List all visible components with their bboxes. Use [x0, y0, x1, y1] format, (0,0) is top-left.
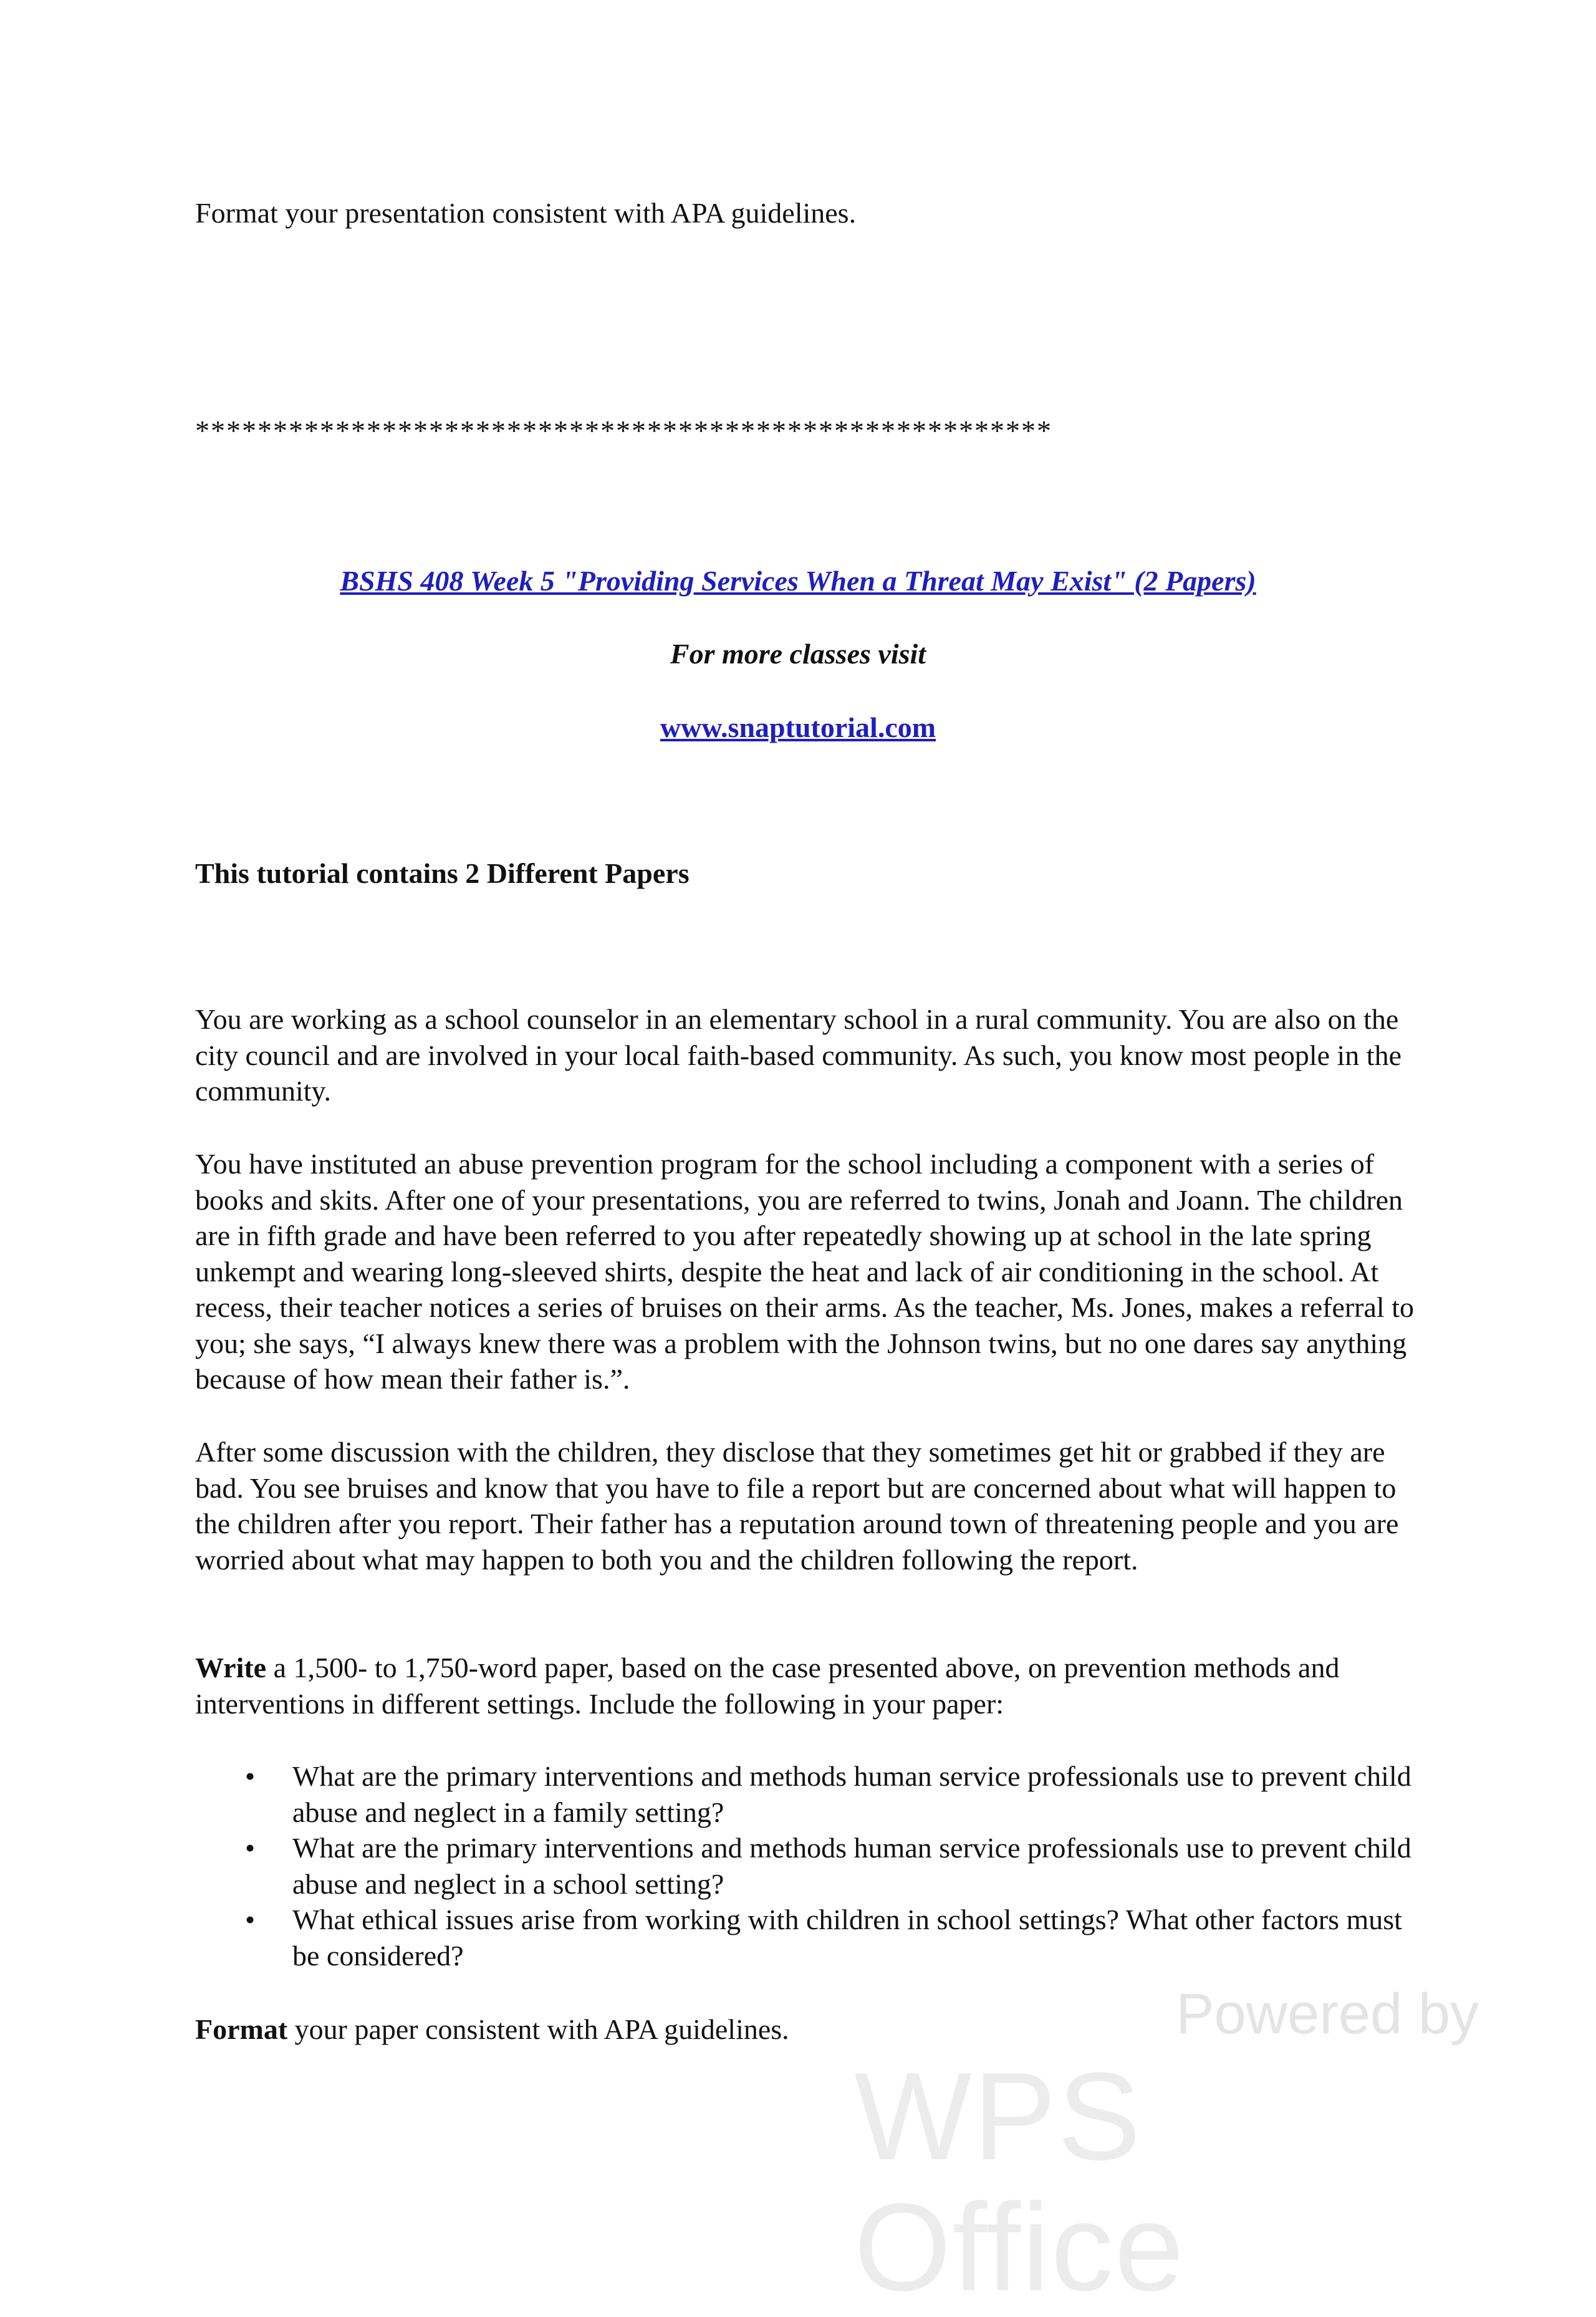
- list-item-text: What are the primary interventions and methods human service professionals use to prevent child abuse and neglect in a school setting?: [292, 1832, 1411, 1900]
- site-link[interactable]: www.snaptutorial.com: [660, 711, 936, 743]
- tutorial-heading: This tutorial contains 2 Different Papers: [195, 857, 690, 889]
- format-keyword: Format: [195, 2013, 288, 2045]
- title-row: [0, 563, 1596, 599]
- list-item: [195, 1902, 1417, 1973]
- list-item-text: What ethical issues arise from working with children in school settings? What other factors must be considered?: [292, 1904, 1402, 1972]
- requirements-list: [195, 1758, 1417, 1973]
- format-paragraph: [195, 2011, 789, 2048]
- list-item: [195, 1758, 1417, 1830]
- list-item: [195, 1830, 1417, 1902]
- assignment-paragraph: [195, 1650, 1417, 1722]
- assignment-text: a 1,500- to 1,750-word paper, based on the case presented above, on prevention methods and interventions in different settings. Include the following in your paper:: [195, 1652, 1340, 1720]
- write-keyword: Write: [195, 1652, 267, 1684]
- site-row: [0, 710, 1596, 746]
- watermark-powered-text: Powered by: [1176, 1982, 1479, 2046]
- wps-watermark: [854, 1982, 1490, 2317]
- watermark-brand-logo: WPS Office: [854, 2047, 1185, 2317]
- case-paragraph-2: You have instituted an abuse prevention program for the school including a component with a series of books and skits. After one of your presentations, you are referred to twins, Jonah and Joann. The children are in fifth grade and have been referred to you after repeatedly showing up at school in the late spring unkempt and wearing long-sleeved shirts, despite the heat and lack of air conditioning in the school. At recess, their teacher notices a series of bruises on their arms. As the teacher, Ms. Jones, makes a referral to you; she says, “I always knew there was a problem with the Johnson twins, but no one dares say anything because of how mean their father is.”.: [195, 1148, 1414, 1395]
- bullet-icon: •: [245, 1832, 256, 1864]
- course-title-link[interactable]: BSHS 408 Week 5 "Providing Services When a Threat May Exist" (2 Papers): [340, 565, 1256, 597]
- more-classes-text: For more classes visit: [670, 638, 926, 670]
- bullet-icon: •: [245, 1904, 256, 1935]
- bullet-icon: •: [245, 1760, 256, 1792]
- asterisk-separator: *******************************************************: [195, 415, 1052, 446]
- case-paragraph-3: After some discussion with the children, they disclose that they sometimes get hit or grabbed if they are bad. You see bruises and know that you have to file a report but are concerned about what will happen to the children after you report. Their father has a reputation around town of threatening people and you are worried about what may happen to both you and the children following the report.: [195, 1436, 1399, 1576]
- list-item-text: What are the primary interventions and methods human service professionals use to prevent child abuse and neglect in a family setting?: [292, 1760, 1411, 1828]
- case-paragraph-1: You are working as a school counselor in an elementary school in a rural community. You are also on the city council and are involved in your local faith-based community. As such, you know most people in the community.: [195, 1003, 1401, 1107]
- format-text: your paper consistent with APA guidelines.: [287, 2013, 789, 2045]
- apa-presentation-note: Format your presentation consistent with APA guidelines.: [195, 197, 857, 229]
